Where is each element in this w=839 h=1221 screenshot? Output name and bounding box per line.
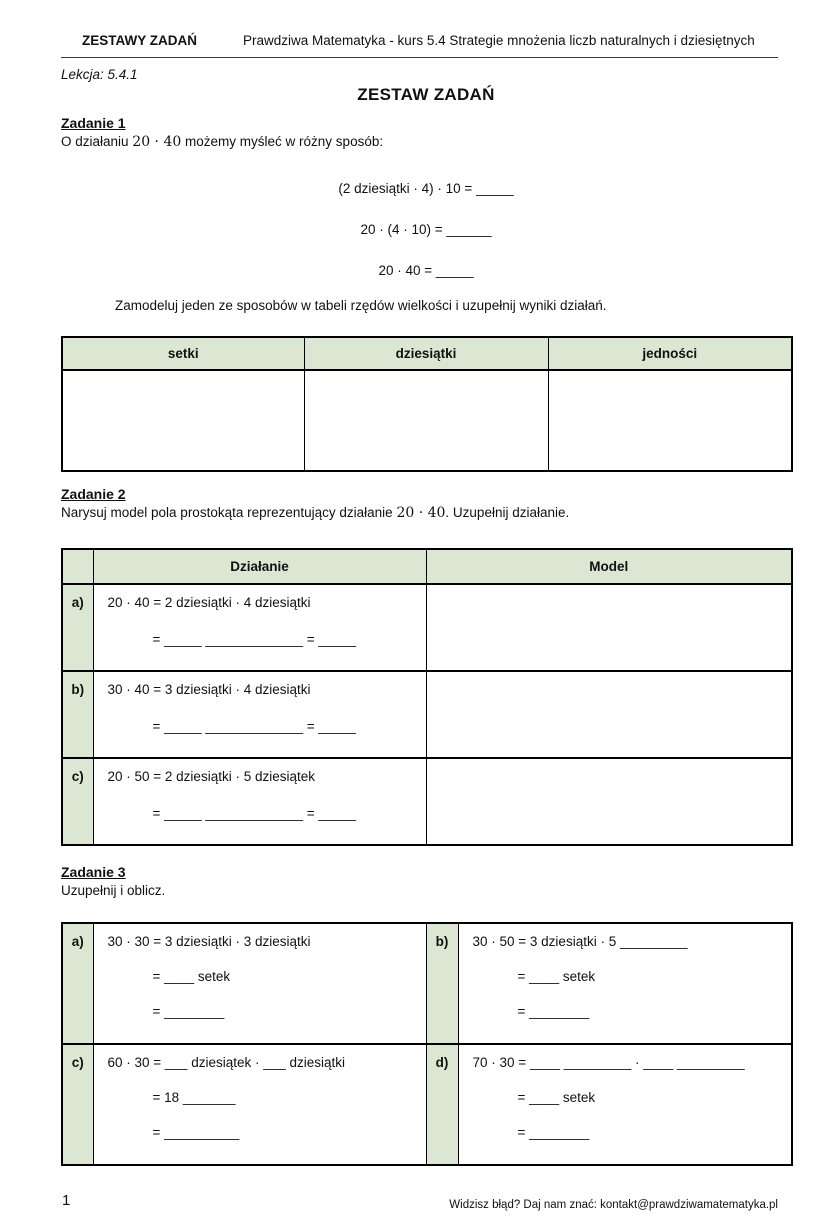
task2-row-b: [62, 671, 792, 758]
task1-instruction: Zamodeluj jeden ze sposobów w tabeli rzędów wielkości i uzupełnij wyniki działań.: [115, 297, 607, 313]
cell-label-c: c): [62, 1044, 93, 1165]
cell-setki: [62, 370, 304, 471]
task3-b-line2: = ____ setek: [517, 968, 596, 984]
task2-intro-math: 20 · 40: [396, 504, 446, 521]
place-value-table: [61, 336, 793, 472]
cell-label-b: b): [426, 923, 458, 1044]
task1-intro-math: 20 · 40: [132, 134, 182, 150]
column-header-dziesiatki: dziesiątki: [304, 337, 548, 370]
task3-cell-c: [93, 1044, 426, 1165]
task1-intro-before: O działaniu: [61, 134, 133, 149]
task2-row-a: [62, 584, 792, 671]
task3-cell-b: [458, 923, 792, 1044]
task3-d-line2: = ____ setek: [517, 1089, 596, 1105]
task3-cell-d: [458, 1044, 792, 1165]
page-title: ZESTAW ZADAŃ: [357, 85, 495, 104]
task2-row-c: [62, 758, 792, 845]
task2-c-line2: = _____ _____________ = _____: [152, 806, 356, 821]
task3-c-line2: = 18 _______: [152, 1089, 236, 1105]
task3-heading: Zadanie 3: [61, 864, 126, 880]
task2-table: [61, 548, 793, 846]
task1-equations: [61, 181, 791, 278]
task2-intro-before: Narysuj model pola prostokąta reprezentujący działanie: [61, 504, 397, 520]
column-header-jednosci: jedności: [548, 337, 792, 370]
task2-corner-cell: [62, 549, 93, 584]
task2-a-line1: 20 · 40 = 2 dziesiątki · 4 dziesiątki: [107, 595, 311, 610]
task1-heading: Zadanie 1: [61, 115, 126, 131]
task2-model-a: [426, 584, 792, 671]
task3-d-line1: 70 · 30 = ____ _________ · ____ _________: [472, 1054, 745, 1070]
task3-a-line1: 30 · 30 = 3 dziesiątki · 3 dziesiątki: [107, 933, 311, 949]
task2-intro-after: . Uzupełnij działanie.: [445, 504, 570, 520]
task1-intro-after: możemy myśleć w różny sposób:: [181, 134, 384, 149]
column-header-setki: setki: [62, 337, 304, 370]
column-header-dzialanie: Działanie: [93, 549, 426, 584]
task3-d-line3: = ________: [517, 1124, 590, 1140]
task2-b-line1: 30 · 40 = 3 dziesiątki · 4 dziesiątki: [107, 682, 311, 697]
task1-equation-2: 20 · (4 · 10) = ______: [360, 221, 492, 237]
task2-a-line2: = _____ _____________ = _____: [152, 632, 356, 647]
task3-b-line1: 30 · 50 = 3 dziesiątki · 5 _________: [472, 933, 688, 949]
task2-model-c: [426, 758, 792, 845]
cell-dziesiatki: [304, 370, 548, 471]
task3-a-line2: = ____ setek: [152, 968, 231, 984]
task2-dzialanie-a: [93, 584, 426, 671]
header-rule: [61, 57, 778, 58]
task2-c-line1: 20 · 50 = 2 dziesiątki · 5 dziesiątek: [107, 769, 315, 784]
column-header-model: Model: [426, 549, 792, 584]
header-course-title: Prawdziwa Matematyka - kurs 5.4 Strategie mnożenia liczb naturalnych i dziesiętnych: [243, 33, 755, 48]
cell-jednosci: [548, 370, 792, 471]
task3-cell-a: [93, 923, 426, 1044]
task3-table: [61, 922, 793, 1166]
task3-row-cd: [62, 1044, 792, 1165]
task3-a-line3: = ________: [152, 1003, 225, 1019]
row-label-a: a): [62, 584, 93, 671]
page-number: 1: [62, 1192, 71, 1209]
task3-b-line3: = ________: [517, 1003, 590, 1019]
task2-dzialanie-c: [93, 758, 426, 845]
task2-dzialanie-b: [93, 671, 426, 758]
cell-label-a: a): [62, 923, 93, 1044]
task2-intro: [61, 505, 791, 523]
task2-model-b: [426, 671, 792, 758]
lesson-label: Lekcja: 5.4.1: [61, 67, 138, 82]
task2-header-row: [62, 549, 792, 584]
task3-intro: Uzupełnij i oblicz.: [61, 883, 166, 898]
footer-contact: Widzisz błąd? Daj nam znać: kontakt@prawdziwamatematyka.pl: [449, 1199, 778, 1211]
task2-heading: Zadanie 2: [61, 485, 126, 502]
task3-c-line1: 60 · 30 = ___ dziesiątek · ___ dziesiątki: [107, 1054, 346, 1070]
page-header: [61, 0, 791, 48]
task2-b-line2: = _____ _____________ = _____: [152, 719, 356, 734]
task3-c-line3: = __________: [152, 1124, 240, 1140]
place-value-body-row: [62, 370, 792, 471]
task1-equation-1: (2 dziesiątki · 4) · 10 = _____: [338, 180, 514, 196]
task3-row-ab: [62, 923, 792, 1044]
row-label-c: c): [62, 758, 93, 845]
row-label-b: b): [62, 671, 93, 758]
task1-intro: [61, 134, 791, 152]
place-value-header-row: [62, 337, 792, 370]
header-series-label: ZESTAWY ZADAŃ: [82, 33, 198, 48]
task1-equation-3: 20 · 40 = _____: [378, 262, 474, 278]
cell-label-d: d): [426, 1044, 458, 1165]
